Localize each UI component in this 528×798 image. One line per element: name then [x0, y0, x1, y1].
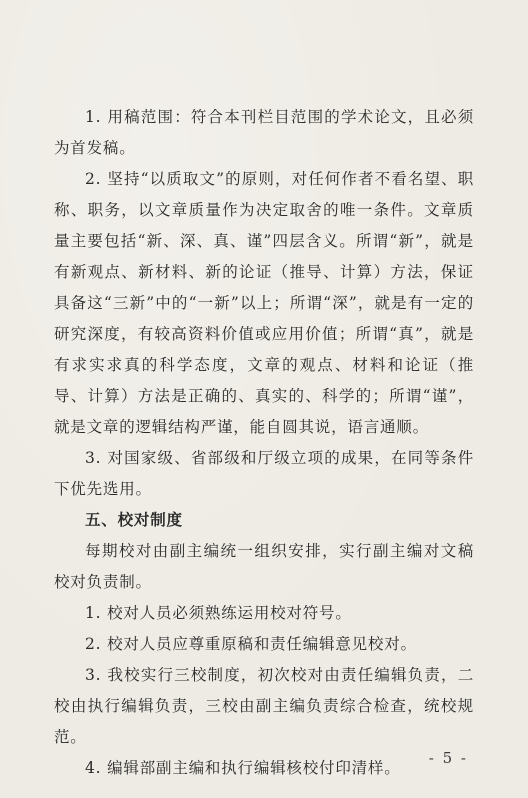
- document-body: [54, 102, 474, 784]
- paragraph-priority: 3. 对国家级、省部级和厅级立项的成果，在同等条件下优先选用。: [54, 449, 474, 498]
- proofread-item-3: 3. 我校实行三校制度，初次校对由责任编辑负责，二校由执行编辑负责，三校由副主编负责综合检查，统校规范。: [54, 666, 474, 746]
- proofread-item-2: 2. 校对人员应尊重原稿和责任编辑意见校对。: [85, 635, 417, 653]
- page-number: - 5 -: [428, 749, 468, 767]
- paragraph-quality: 2. 坚持“以质取文”的原则，对任何作者不看名望、职称、职务，以文章质量作为决定取舍的唯一条件。文章质量主要包括“新、深、真、谨”四层含义。所谓“新”，就是有新观点、新材料、新的论证（推导、计算）方法，保证具备这“三新”中的“一新”以上；所谓“深”，就是有一定的研究深度，有较高资料价值或应用价值；所谓“真”，就是有求实求真的科学态度，文章的观点、材料和论证（推导、计算）方法是正确的、真实的、科学的；所谓“谨”，就是文章的逻辑结构严谨，能自圆其说，语言通顺。: [54, 170, 474, 436]
- paragraph-scope: 1. 用稿范围：符合本刊栏目范围的学术论文，且必须为首发稿。: [54, 108, 474, 157]
- section-heading: 五、校对制度: [85, 511, 183, 529]
- section-intro: 每期校对由副主编统一组织安排，实行副主编对文稿校对负责制。: [54, 542, 474, 591]
- proofread-item-1: 1. 校对人员必须熟练运用校对符号。: [85, 604, 352, 622]
- proofread-item-4: 4. 编辑部副主编和执行编辑核校付印清样。: [85, 759, 401, 777]
